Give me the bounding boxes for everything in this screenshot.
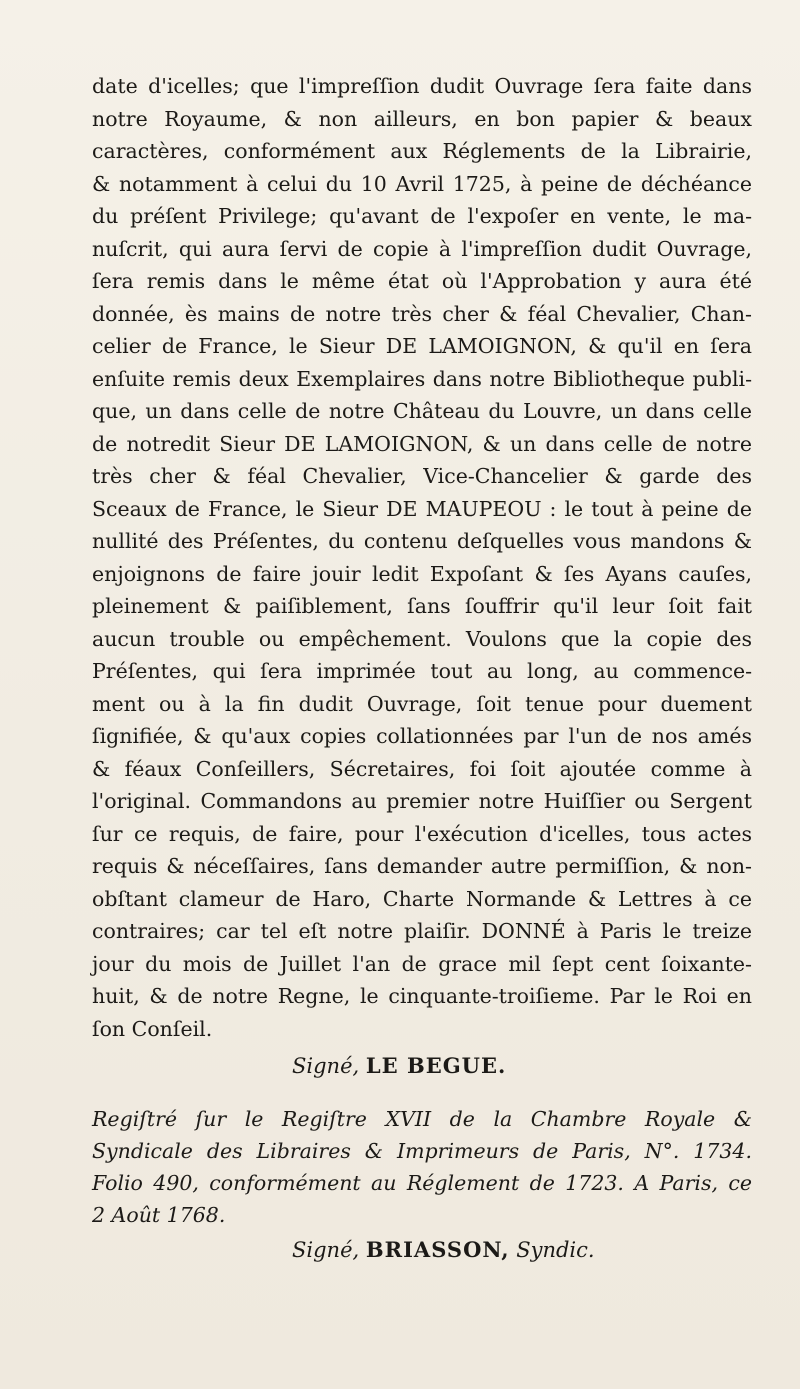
body-line: ſon Conſeil. — [92, 1016, 213, 1041]
body-line: requis & néceſſaires, ſans demander autre permiſſion, & non- — [92, 854, 752, 878]
body-line: ſur ce requis, de faire, pour l'exécution d'icelles, tous actes — [92, 821, 752, 846]
body-line: notre Royaume, & non ailleurs, en bon papier & beaux — [92, 106, 752, 131]
body-line: de notredit Sieur DE LAMOIGNON, & un dans celle de notre — [92, 431, 752, 456]
body-line: celier de France, le Sieur DE LAMOIGNON, & qu'il en ſera — [92, 334, 752, 358]
registration-line: Folio 490, conformément au Réglement de 1723. A Paris, ce — [92, 1171, 752, 1195]
body-line: l'original. Commandons au premier notre Huiſſier ou Sergent — [92, 789, 752, 813]
body-line: enſuite remis deux Exemplaires dans notre Bibliotheque publi- — [92, 366, 752, 391]
body-line: Préſentes, qui ſera imprimée tout au long, au commence- — [92, 659, 752, 683]
signatory-name: BRIASSON, — [365, 1237, 510, 1262]
signatory-title: Syndic. — [516, 1238, 595, 1262]
registration-note — [92, 1103, 752, 1231]
registration-line: 2 Août 1768. — [92, 1203, 226, 1227]
registration-line: Syndicale des Libraires & Imprimeurs de Paris, N°. 1734. — [92, 1139, 752, 1163]
body-line: donnée, ès mains de notre très cher & féal Chevalier, Chan- — [92, 301, 752, 326]
body-line: obſtant clameur de Haro, Charte Normande & Lettres à ce — [92, 886, 752, 911]
body-line: enjoignons de faire jouir ledit Expoſant & ſes Ayans cauſes, — [92, 561, 752, 586]
body-line: pleinement & paiſiblement, ſans ſouffrir qu'il leur ſoit fait — [92, 594, 752, 618]
body-line: ſera remis dans le même état où l'Approbation y aura été — [92, 269, 752, 293]
body-line: & féaux Conſeillers, Sécretaires, foi ſoit ajoutée comme à — [92, 756, 752, 781]
signature-lead: Signé, — [292, 1054, 360, 1078]
body-line: du préſent Privilege; qu'avant de l'expoſer en vente, le ma- — [92, 204, 752, 228]
body-line: date d'icelles; que l'impreſſion dudit Ouvrage ſera faite dans — [92, 74, 752, 98]
body-line: contraires; car tel eſt notre plaiſir. DONNÉ à Paris le treize — [92, 919, 752, 943]
registration-line: Regiſtré ſur le Regiſtre XVII de la Chambre Royale & — [92, 1107, 752, 1131]
body-line: huit, & de notre Regne, le cinquante-troiſieme. Par le Roi en — [92, 984, 752, 1008]
body-line: & notamment à celui du 10 Avril 1725, à peine de déchéance — [92, 171, 752, 196]
body-line: jour du mois de Juillet l'an de grace mil ſept cent ſoixante- — [92, 951, 752, 976]
body-line: nullité des Préſentes, du contenu deſquelles vous mandons & — [92, 529, 752, 553]
body-line: Sceaux de France, le Sieur DE MAUPEOU : le tout à peine de — [92, 496, 752, 521]
body-line: ſignifiée, & qu'aux copies collationnées par l'un de nos amés — [92, 724, 752, 748]
body-line: caractères, conformément aux Réglements de la Librairie, — [92, 139, 752, 163]
signatory-name: LE BEGUE. — [365, 1053, 507, 1078]
signature-le-begue — [92, 1049, 752, 1083]
body-line: très cher & féal Chevalier, Vice-Chancelier & garde des — [92, 464, 752, 488]
body-line: aucun trouble ou empêchement. Voulons que la copie des — [92, 626, 752, 651]
signature-lead: Signé, — [292, 1238, 360, 1262]
body-line: que, un dans celle de notre Château du Louvre, un dans celle — [92, 399, 752, 423]
body-line: nuſcrit, qui aura ſervi de copie à l'impreſſion dudit Ouvrage, — [92, 236, 752, 261]
body-line: ment ou à la fin dudit Ouvrage, ſoit tenue pour duement — [92, 691, 752, 716]
privilege-text — [92, 70, 752, 1267]
signature-briasson — [92, 1233, 752, 1267]
